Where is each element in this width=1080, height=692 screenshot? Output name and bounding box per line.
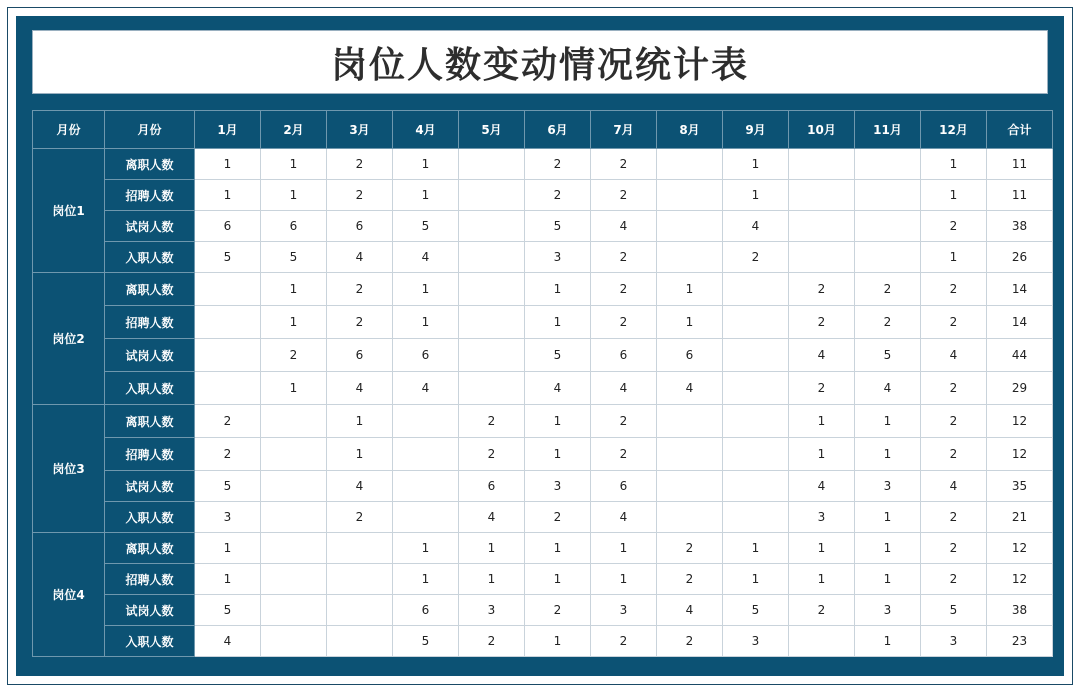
row-label: 招聘人数 [105, 564, 195, 595]
total-cell[interactable]: 11 [987, 180, 1053, 211]
table-cell[interactable] [789, 180, 855, 211]
table-cell[interactable]: 2 [327, 180, 393, 211]
table-cell[interactable]: 1 [591, 564, 657, 595]
table-cell[interactable]: 1 [525, 533, 591, 564]
table-cell[interactable]: 2 [921, 533, 987, 564]
table-cell[interactable]: 4 [327, 471, 393, 502]
table-cell[interactable] [789, 149, 855, 180]
table-cell[interactable]: 1 [459, 533, 525, 564]
table-cell[interactable]: 6 [657, 339, 723, 372]
row-label: 入职人数 [105, 502, 195, 533]
table-cell[interactable] [855, 180, 921, 211]
table-cell[interactable] [261, 533, 327, 564]
table-cell[interactable]: 5 [195, 595, 261, 626]
table-cell[interactable]: 1 [261, 149, 327, 180]
table-cell[interactable]: 4 [327, 242, 393, 273]
table-cell[interactable]: 2 [327, 502, 393, 533]
table-cell[interactable]: 5 [393, 626, 459, 657]
table-cell[interactable]: 1 [261, 306, 327, 339]
table-row [33, 405, 1053, 438]
total-cell[interactable]: 12 [987, 533, 1053, 564]
table-cell[interactable]: 2 [591, 273, 657, 306]
table-cell[interactable]: 2 [327, 273, 393, 306]
table-cell[interactable]: 6 [195, 211, 261, 242]
table-row [33, 595, 1053, 626]
table-row [33, 564, 1053, 595]
table-cell[interactable]: 1 [789, 564, 855, 595]
table-cell[interactable]: 1 [921, 242, 987, 273]
table-cell[interactable]: 2 [327, 149, 393, 180]
page-title: 岗位人数变动情况统计表 [330, 44, 749, 86]
table-cell[interactable]: 4 [591, 502, 657, 533]
row-label: 入职人数 [105, 372, 195, 405]
table-cell[interactable]: 2 [591, 180, 657, 211]
table-cell[interactable]: 2 [591, 149, 657, 180]
table-row [33, 533, 1053, 564]
table-cell[interactable]: 1 [855, 626, 921, 657]
table-cell[interactable] [393, 405, 459, 438]
table-cell[interactable]: 3 [525, 242, 591, 273]
table-cell[interactable]: 1 [393, 273, 459, 306]
table-cell[interactable]: 5 [195, 471, 261, 502]
row-label: 试岗人数 [105, 211, 195, 242]
table-cell[interactable] [261, 471, 327, 502]
table-cell[interactable] [855, 149, 921, 180]
table-cell[interactable] [657, 405, 723, 438]
table-row [33, 306, 1053, 339]
header-cell: 5月 [459, 111, 525, 149]
title-box [32, 30, 1048, 94]
table-cell[interactable]: 6 [261, 211, 327, 242]
table-cell[interactable]: 2 [195, 405, 261, 438]
table-cell[interactable] [261, 595, 327, 626]
total-cell[interactable]: 21 [987, 502, 1053, 533]
table-cell[interactable]: 1 [195, 149, 261, 180]
table-cell[interactable]: 1 [723, 564, 789, 595]
table-cell[interactable]: 3 [195, 502, 261, 533]
table-cell[interactable]: 2 [789, 595, 855, 626]
total-cell[interactable]: 11 [987, 149, 1053, 180]
total-cell[interactable]: 38 [987, 211, 1053, 242]
table-cell[interactable]: 2 [525, 595, 591, 626]
table-cell[interactable]: 6 [327, 339, 393, 372]
table-cell[interactable]: 5 [525, 339, 591, 372]
table-cell[interactable] [195, 339, 261, 372]
table-row [33, 211, 1053, 242]
table-cell[interactable] [657, 242, 723, 273]
table-cell[interactable] [459, 149, 525, 180]
table-cell[interactable] [657, 180, 723, 211]
table-cell[interactable]: 2 [921, 438, 987, 471]
table-row [33, 438, 1053, 471]
table-cell[interactable]: 2 [591, 438, 657, 471]
table-cell[interactable]: 2 [261, 339, 327, 372]
table-row [33, 339, 1053, 372]
table-cell[interactable] [327, 533, 393, 564]
table-cell[interactable]: 4 [855, 372, 921, 405]
row-label: 入职人数 [105, 242, 195, 273]
table-cell[interactable]: 4 [789, 339, 855, 372]
header-cell: 合计 [987, 111, 1053, 149]
table-cell[interactable]: 1 [327, 405, 393, 438]
row-label: 试岗人数 [105, 595, 195, 626]
table-cell[interactable]: 3 [591, 595, 657, 626]
table-cell[interactable] [855, 211, 921, 242]
table-cell[interactable]: 4 [591, 372, 657, 405]
table-cell[interactable] [195, 372, 261, 405]
table-cell[interactable]: 1 [393, 306, 459, 339]
table-cell[interactable] [789, 242, 855, 273]
table-cell[interactable] [327, 595, 393, 626]
table-cell[interactable] [657, 149, 723, 180]
table-cell[interactable] [855, 242, 921, 273]
table-cell[interactable] [261, 626, 327, 657]
table-cell[interactable]: 4 [723, 211, 789, 242]
table-cell[interactable]: 1 [327, 438, 393, 471]
table-cell[interactable]: 4 [459, 502, 525, 533]
total-cell[interactable]: 26 [987, 242, 1053, 273]
table-cell[interactable]: 2 [657, 626, 723, 657]
table-cell[interactable]: 2 [459, 405, 525, 438]
total-cell[interactable]: 29 [987, 372, 1053, 405]
table-cell[interactable]: 2 [921, 211, 987, 242]
row-label: 入职人数 [105, 626, 195, 657]
header-cell: 11月 [855, 111, 921, 149]
table-cell[interactable]: 6 [591, 471, 657, 502]
table-cell[interactable]: 4 [195, 626, 261, 657]
table-cell[interactable]: 2 [591, 405, 657, 438]
table-cell[interactable] [261, 502, 327, 533]
table-cell[interactable]: 1 [855, 405, 921, 438]
table-cell[interactable]: 5 [855, 339, 921, 372]
table-cell[interactable]: 2 [921, 306, 987, 339]
table-row [33, 180, 1053, 211]
header-cell: 10月 [789, 111, 855, 149]
table-cell[interactable]: 4 [393, 372, 459, 405]
table-cell[interactable] [723, 306, 789, 339]
statistics-table [32, 110, 1053, 657]
header-cell: 12月 [921, 111, 987, 149]
table-cell[interactable] [657, 502, 723, 533]
table-cell[interactable]: 1 [789, 533, 855, 564]
header-group-col: 月份 [33, 111, 105, 149]
table-cell[interactable]: 5 [723, 595, 789, 626]
table-cell[interactable]: 1 [921, 180, 987, 211]
table-cell[interactable]: 1 [261, 180, 327, 211]
table-cell[interactable] [723, 273, 789, 306]
table-cell[interactable]: 3 [789, 502, 855, 533]
table-cell[interactable] [723, 405, 789, 438]
table-cell[interactable]: 1 [723, 533, 789, 564]
table-cell[interactable]: 2 [657, 533, 723, 564]
header-cell: 3月 [327, 111, 393, 149]
table-cell[interactable]: 2 [855, 306, 921, 339]
table-cell[interactable]: 1 [525, 438, 591, 471]
table-cell[interactable]: 1 [591, 533, 657, 564]
table-cell[interactable]: 5 [393, 211, 459, 242]
table-cell[interactable] [723, 502, 789, 533]
table-cell[interactable]: 1 [855, 438, 921, 471]
table-cell[interactable]: 2 [591, 306, 657, 339]
table-cell[interactable]: 2 [921, 405, 987, 438]
table-cell[interactable]: 1 [525, 405, 591, 438]
table-cell[interactable]: 2 [657, 564, 723, 595]
row-label: 离职人数 [105, 405, 195, 438]
table-cell[interactable]: 2 [723, 242, 789, 273]
table-cell[interactable]: 3 [459, 595, 525, 626]
table-cell[interactable]: 1 [921, 149, 987, 180]
table-cell[interactable]: 2 [921, 372, 987, 405]
table-cell[interactable]: 2 [591, 242, 657, 273]
table-cell[interactable]: 4 [921, 339, 987, 372]
table-cell[interactable]: 4 [591, 211, 657, 242]
table-cell[interactable]: 3 [723, 626, 789, 657]
row-label: 离职人数 [105, 149, 195, 180]
table-cell[interactable]: 1 [393, 149, 459, 180]
table-row [33, 502, 1053, 533]
total-cell[interactable]: 35 [987, 471, 1053, 502]
table-cell[interactable]: 2 [195, 438, 261, 471]
table-cell[interactable]: 4 [525, 372, 591, 405]
row-label: 招聘人数 [105, 180, 195, 211]
table-cell[interactable] [459, 372, 525, 405]
table-cell[interactable]: 1 [657, 306, 723, 339]
table-cell[interactable] [459, 306, 525, 339]
table-cell[interactable]: 1 [789, 438, 855, 471]
table-cell[interactable]: 3 [855, 595, 921, 626]
table-cell[interactable]: 1 [855, 533, 921, 564]
table-cell[interactable]: 5 [525, 211, 591, 242]
table-cell[interactable] [789, 626, 855, 657]
table-header [33, 111, 1053, 149]
table-cell[interactable]: 1 [195, 180, 261, 211]
group-label: 岗位4 [33, 533, 105, 657]
table-row [33, 149, 1053, 180]
table-cell[interactable]: 6 [393, 339, 459, 372]
table-cell[interactable] [723, 339, 789, 372]
row-label: 招聘人数 [105, 438, 195, 471]
table-cell[interactable]: 2 [789, 372, 855, 405]
table-cell[interactable] [261, 405, 327, 438]
table-cell[interactable] [459, 211, 525, 242]
table-cell[interactable]: 4 [657, 372, 723, 405]
table-cell[interactable] [723, 438, 789, 471]
group-label: 岗位2 [33, 273, 105, 405]
table-cell[interactable]: 1 [459, 564, 525, 595]
table-cell[interactable]: 2 [921, 502, 987, 533]
table-row [33, 273, 1053, 306]
total-cell[interactable]: 12 [987, 405, 1053, 438]
table-cell[interactable]: 1 [261, 372, 327, 405]
table-cell[interactable] [657, 438, 723, 471]
table-cell[interactable]: 4 [327, 372, 393, 405]
table-cell[interactable]: 1 [393, 564, 459, 595]
table-cell[interactable] [327, 626, 393, 657]
table-cell[interactable] [393, 438, 459, 471]
table-cell[interactable]: 2 [525, 149, 591, 180]
table-cell[interactable]: 1 [657, 273, 723, 306]
total-cell[interactable]: 44 [987, 339, 1053, 372]
header-cell: 6月 [525, 111, 591, 149]
table-cell[interactable]: 2 [591, 626, 657, 657]
table-cell[interactable] [657, 211, 723, 242]
header-cell: 8月 [657, 111, 723, 149]
table-cell[interactable]: 2 [921, 564, 987, 595]
table-cell[interactable]: 2 [789, 306, 855, 339]
table-cell[interactable] [393, 471, 459, 502]
header-cell: 2月 [261, 111, 327, 149]
total-cell[interactable]: 14 [987, 306, 1053, 339]
table-cell[interactable]: 1 [855, 564, 921, 595]
row-label: 试岗人数 [105, 471, 195, 502]
table-cell[interactable]: 1 [195, 564, 261, 595]
table-cell[interactable]: 2 [327, 306, 393, 339]
table-cell[interactable] [261, 438, 327, 471]
table-cell[interactable]: 5 [261, 242, 327, 273]
table-body [33, 149, 1053, 657]
table-cell[interactable]: 2 [789, 273, 855, 306]
table-cell[interactable]: 2 [855, 273, 921, 306]
table-row [33, 471, 1053, 502]
table-cell[interactable]: 6 [459, 471, 525, 502]
table-cell[interactable]: 4 [393, 242, 459, 273]
table-cell[interactable]: 6 [591, 339, 657, 372]
header-cell: 7月 [591, 111, 657, 149]
table-cell[interactable] [195, 273, 261, 306]
table-cell[interactable] [459, 242, 525, 273]
table-row [33, 372, 1053, 405]
table-cell[interactable]: 2 [525, 180, 591, 211]
row-label: 离职人数 [105, 273, 195, 306]
table-cell[interactable] [327, 564, 393, 595]
row-label: 试岗人数 [105, 339, 195, 372]
table-cell[interactable]: 1 [525, 273, 591, 306]
table-cell[interactable] [393, 502, 459, 533]
table-cell[interactable] [723, 372, 789, 405]
table-row [33, 242, 1053, 273]
table-cell[interactable] [261, 564, 327, 595]
table-cell[interactable]: 6 [327, 211, 393, 242]
table-cell[interactable] [459, 273, 525, 306]
table-cell[interactable]: 1 [393, 180, 459, 211]
header-cell: 9月 [723, 111, 789, 149]
table-cell[interactable]: 3 [525, 471, 591, 502]
row-label: 离职人数 [105, 533, 195, 564]
table-cell[interactable]: 1 [195, 533, 261, 564]
table-cell[interactable]: 2 [921, 273, 987, 306]
table-cell[interactable]: 1 [525, 564, 591, 595]
table-cell[interactable]: 6 [393, 595, 459, 626]
table-cell[interactable]: 2 [459, 438, 525, 471]
table-cell[interactable]: 5 [195, 242, 261, 273]
table-cell[interactable] [459, 180, 525, 211]
table-cell[interactable]: 1 [789, 405, 855, 438]
table-cell[interactable]: 1 [261, 273, 327, 306]
group-label: 岗位1 [33, 149, 105, 273]
table-cell[interactable] [723, 471, 789, 502]
table-cell[interactable]: 1 [723, 180, 789, 211]
header-cell: 1月 [195, 111, 261, 149]
total-cell[interactable]: 12 [987, 564, 1053, 595]
header-row [33, 111, 1053, 149]
row-label: 招聘人数 [105, 306, 195, 339]
total-cell[interactable]: 23 [987, 626, 1053, 657]
table-cell[interactable] [195, 306, 261, 339]
table-cell[interactable]: 4 [657, 595, 723, 626]
table-cell[interactable] [459, 339, 525, 372]
table-cell[interactable]: 1 [525, 306, 591, 339]
group-label: 岗位3 [33, 405, 105, 533]
table-cell[interactable]: 4 [789, 471, 855, 502]
total-cell[interactable]: 12 [987, 438, 1053, 471]
table-cell[interactable]: 2 [525, 502, 591, 533]
header-cell: 4月 [393, 111, 459, 149]
table-cell[interactable]: 5 [921, 595, 987, 626]
table-cell[interactable]: 2 [459, 626, 525, 657]
total-cell[interactable]: 38 [987, 595, 1053, 626]
table-cell[interactable] [657, 471, 723, 502]
table-cell[interactable]: 3 [921, 626, 987, 657]
table-cell[interactable]: 1 [525, 626, 591, 657]
table-cell[interactable]: 4 [921, 471, 987, 502]
table-cell[interactable]: 1 [723, 149, 789, 180]
table-cell[interactable] [789, 211, 855, 242]
table-cell[interactable]: 3 [855, 471, 921, 502]
table-cell[interactable]: 1 [855, 502, 921, 533]
total-cell[interactable]: 14 [987, 273, 1053, 306]
header-item-col: 月份 [105, 111, 195, 149]
table-cell[interactable]: 1 [393, 533, 459, 564]
table-row [33, 626, 1053, 657]
